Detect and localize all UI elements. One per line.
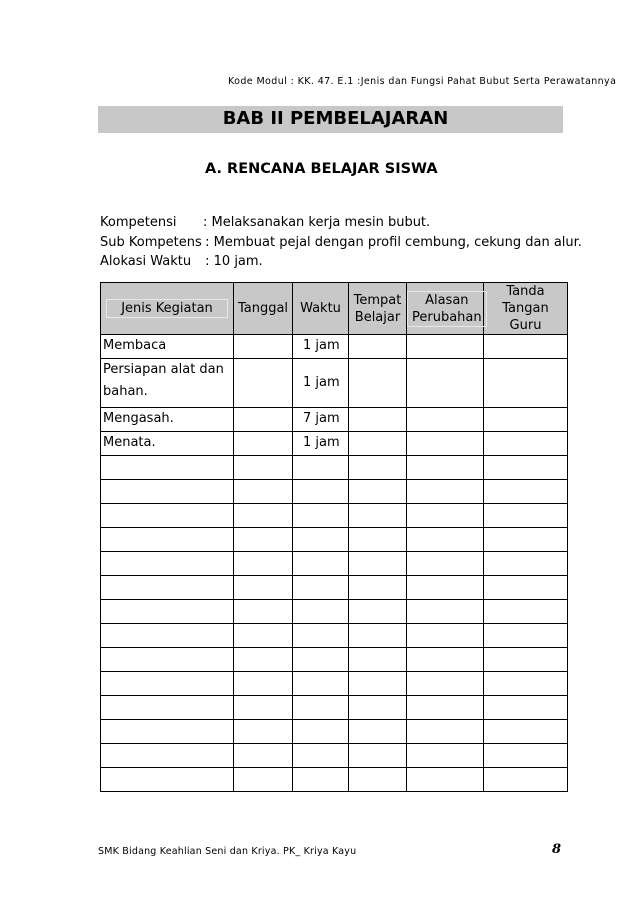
- cell-jenis: Persiapan alat dan bahan.: [101, 359, 234, 408]
- cell-waktu: 7 jam: [293, 408, 349, 432]
- table-row-empty: [101, 720, 568, 744]
- table-row-empty: [101, 744, 568, 768]
- sub-kompetensi-value: : Membuat pejal dengan profil cembung, cekung dan alur.: [201, 235, 582, 250]
- table-row-empty: [101, 456, 568, 480]
- header-tempat-belajar: Tempat Belajar: [349, 283, 407, 335]
- table-row-empty: [101, 624, 568, 648]
- info-kompetensi: [100, 215, 430, 230]
- table-row-empty: [101, 672, 568, 696]
- cell-waktu: 1 jam: [293, 335, 349, 359]
- kompetensi-label: Kompetensi: [100, 215, 177, 230]
- table-row: [101, 432, 568, 456]
- table-row: [101, 359, 568, 408]
- table-row-empty: [101, 552, 568, 576]
- cell-tanggal: [234, 335, 293, 359]
- table-row: [101, 408, 568, 432]
- cell-tanggal: [234, 359, 293, 408]
- alokasi-value: : 10 jam.: [201, 254, 263, 269]
- section-title: A. RENCANA BELAJAR SISWA: [205, 161, 438, 177]
- table-row-empty: [101, 696, 568, 720]
- table-header-row: [101, 283, 568, 335]
- info-alokasi-waktu: [100, 254, 263, 269]
- cell-jenis: Mengasah.: [101, 408, 234, 432]
- cell-jenis: Membaca: [101, 335, 234, 359]
- table-row-empty: [101, 576, 568, 600]
- study-plan-table: [100, 282, 568, 792]
- cell-waktu: 1 jam: [293, 432, 349, 456]
- alokasi-label: Alokasi Waktu: [100, 254, 192, 269]
- header-tanggal: Tanggal: [234, 283, 293, 335]
- cell-waktu: 1 jam: [293, 359, 349, 408]
- sub-kompetensi-label: Sub Kompetens: [100, 235, 202, 250]
- kompetensi-value: : Melaksanakan kerja mesin bubut.: [203, 215, 431, 230]
- info-sub-kompetensi: [100, 235, 582, 250]
- header-jenis-kegiatan: Jenis Kegiatan: [101, 283, 234, 335]
- table-row-empty: [101, 768, 568, 792]
- chapter-title: BAB II PEMBELAJARAN: [222, 108, 449, 129]
- table-row-empty: [101, 528, 568, 552]
- table-row-empty: [101, 648, 568, 672]
- table-row-empty: [101, 480, 568, 504]
- table-row-empty: [101, 504, 568, 528]
- cell-tanggal: [234, 408, 293, 432]
- header-alasan-perubahan: Alasan Perubahan: [407, 283, 484, 335]
- cell-tanggal: [234, 432, 293, 456]
- table-row-empty: [101, 600, 568, 624]
- footer-school: SMK Bidang Keahlian Seni dan Kriya. PK_ Kriya Kayu: [98, 846, 357, 857]
- table-row: [101, 335, 568, 359]
- header-tanda-tangan-guru: Tanda Tangan Guru: [484, 283, 568, 335]
- page-number: 8: [552, 842, 562, 857]
- module-code-header: Kode Modul : KK. 47. E.1 :Jenis dan Fungsi Pahat Bubut Serta Perawatannya: [228, 76, 617, 87]
- header-waktu: Waktu: [293, 283, 349, 335]
- cell-jenis: Menata.: [101, 432, 234, 456]
- chapter-band: [98, 106, 563, 133]
